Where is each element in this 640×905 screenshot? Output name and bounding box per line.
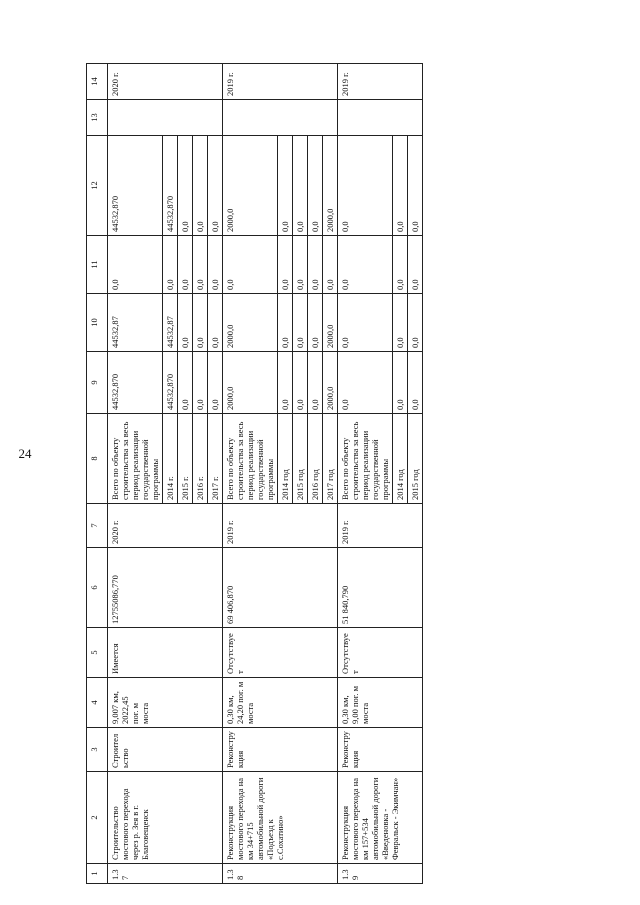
documentation-status: Отсутствует [223,628,338,678]
column-number-row [87,64,108,884]
period-label: 2014 г. [163,414,178,504]
total-funding: 0,0 [178,352,193,414]
other-sources: 0,0 [193,236,208,294]
period-label: 2016 год [308,414,323,504]
financing-amount: 44532,870 [108,136,163,236]
object-row [338,64,393,884]
object-row [108,64,163,884]
regional-budget: 2000,0 [223,294,278,352]
capacity: 0,30 км, 24,20 пог. м моста [223,678,338,728]
column-number: 8 [87,414,108,504]
period-label: Всего по объекту строительства за весь период реализации государственной программы [338,414,393,504]
regional-budget: 0,0 [193,294,208,352]
period-label: 2017 год [323,414,338,504]
program-table [86,63,423,884]
regional-budget: 0,0 [408,294,423,352]
column-number: 1 [87,864,108,884]
regional-budget: 0,0 [293,294,308,352]
regional-budget: 44532,87 [163,294,178,352]
total-funding: 0,0 [338,352,393,414]
period-label: Всего по объекту строительства за весь период реализации государственной программы [108,414,163,504]
other-sources: 0,0 [338,236,393,294]
column-number: 5 [87,628,108,678]
work-type: Реконструкция [223,728,338,772]
column-number: 11 [87,236,108,294]
other-sources: 0,0 [223,236,278,294]
regional-budget: 0,0 [393,294,408,352]
period-label: 2014 год [278,414,293,504]
regional-budget: 2000,0 [323,294,338,352]
other-sources: 0,0 [408,236,423,294]
other-sources: 0,0 [293,236,308,294]
other-sources: 0,0 [393,236,408,294]
other-sources: 0,0 [323,236,338,294]
total-funding: 2000,0 [323,352,338,414]
period-label: 2014 год [393,414,408,504]
financing-amount: 0,0 [193,136,208,236]
financing-amount: 0,0 [308,136,323,236]
object-row [223,64,278,884]
financing-amount: 2000,0 [323,136,338,236]
financing-amount: 44532,870 [163,136,178,236]
column-number: 13 [87,100,108,136]
total-funding: 0,0 [278,352,293,414]
regional-budget: 0,0 [308,294,323,352]
financing-amount: 0,0 [408,136,423,236]
estimated-cost: 51 840,790 [338,548,423,628]
column-number: 4 [87,678,108,728]
object-name: Строительство мостового перехода через р. Зея в г. Благовещенск [108,772,223,864]
commissioning-year: 2019 г. [338,64,423,100]
total-funding: 44532,870 [108,352,163,414]
row-number: 1.39 [338,864,423,884]
total-funding: 0,0 [308,352,323,414]
total-funding: 0,0 [393,352,408,414]
financing-amount: 0,0 [178,136,193,236]
period-label: 2015 год [293,414,308,504]
page-number: 24 [18,446,32,461]
row-number: 1.38 [223,864,338,884]
column-13-value [108,100,223,136]
column-number: 9 [87,352,108,414]
completion-year: 2020 г. [108,504,223,548]
column-number: 10 [87,294,108,352]
financing-amount: 0,0 [393,136,408,236]
other-sources: 0,0 [108,236,163,294]
other-sources: 0,0 [308,236,323,294]
column-number: 7 [87,504,108,548]
documentation-status: Имеется [108,628,223,678]
completion-year: 2019 г. [223,504,338,548]
column-13-value [338,100,423,136]
other-sources: 0,0 [278,236,293,294]
documentation-status: Отсутствует [338,628,423,678]
completion-year: 2019 г. [338,504,423,548]
other-sources: 0,0 [208,236,223,294]
total-funding: 0,0 [193,352,208,414]
row-number: 1.37 [108,864,223,884]
regional-budget: 0,0 [208,294,223,352]
commissioning-year: 2020 г. [108,64,223,100]
rotated-table-frame [86,64,506,884]
total-funding: 0,0 [408,352,423,414]
total-funding: 0,0 [208,352,223,414]
financing-amount: 2000,0 [223,136,278,236]
work-type: Реконструкция [338,728,423,772]
column-number: 2 [87,772,108,864]
financing-amount: 0,0 [293,136,308,236]
period-label: 2015 год [408,414,423,504]
column-13-value [223,100,338,136]
regional-budget: 0,0 [278,294,293,352]
total-funding: 0,0 [293,352,308,414]
commissioning-year: 2019 г. [223,64,338,100]
estimated-cost: 12755086,770 [108,548,223,628]
object-name: Реконструкция мостового перехода на км 34+715 автомобильной дороги «Подъезд к с.Сохатино» [223,772,338,864]
total-funding: 2000,0 [223,352,278,414]
column-number: 14 [87,64,108,100]
period-label: 2015 г. [178,414,193,504]
total-funding: 44532,870 [163,352,178,414]
work-type: Строительство [108,728,223,772]
period-label: 2016 г. [193,414,208,504]
period-label: Всего по объекту строительства за весь период реализации государственной программы [223,414,278,504]
financing-amount: 0,0 [208,136,223,236]
regional-budget: 0,0 [338,294,393,352]
financing-amount: 0,0 [338,136,393,236]
column-number: 6 [87,548,108,628]
column-number: 3 [87,728,108,772]
estimated-cost: 69 406,870 [223,548,338,628]
column-number: 12 [87,136,108,236]
capacity: 0,30 км, 9,00 пог. м моста [338,678,423,728]
capacity: 9,007 км, 2022,45 пог. м моста [108,678,223,728]
other-sources: 0,0 [178,236,193,294]
regional-budget: 44532,87 [108,294,163,352]
table-content [86,64,506,884]
other-sources: 0,0 [163,236,178,294]
financing-amount: 0,0 [278,136,293,236]
object-name: Реконструкция мостового перехода на км 157+534 автомобильной дороги «Введеновка - Февральск - Экимчан» [338,772,423,864]
regional-budget: 0,0 [178,294,193,352]
period-label: 2017 г. [208,414,223,504]
